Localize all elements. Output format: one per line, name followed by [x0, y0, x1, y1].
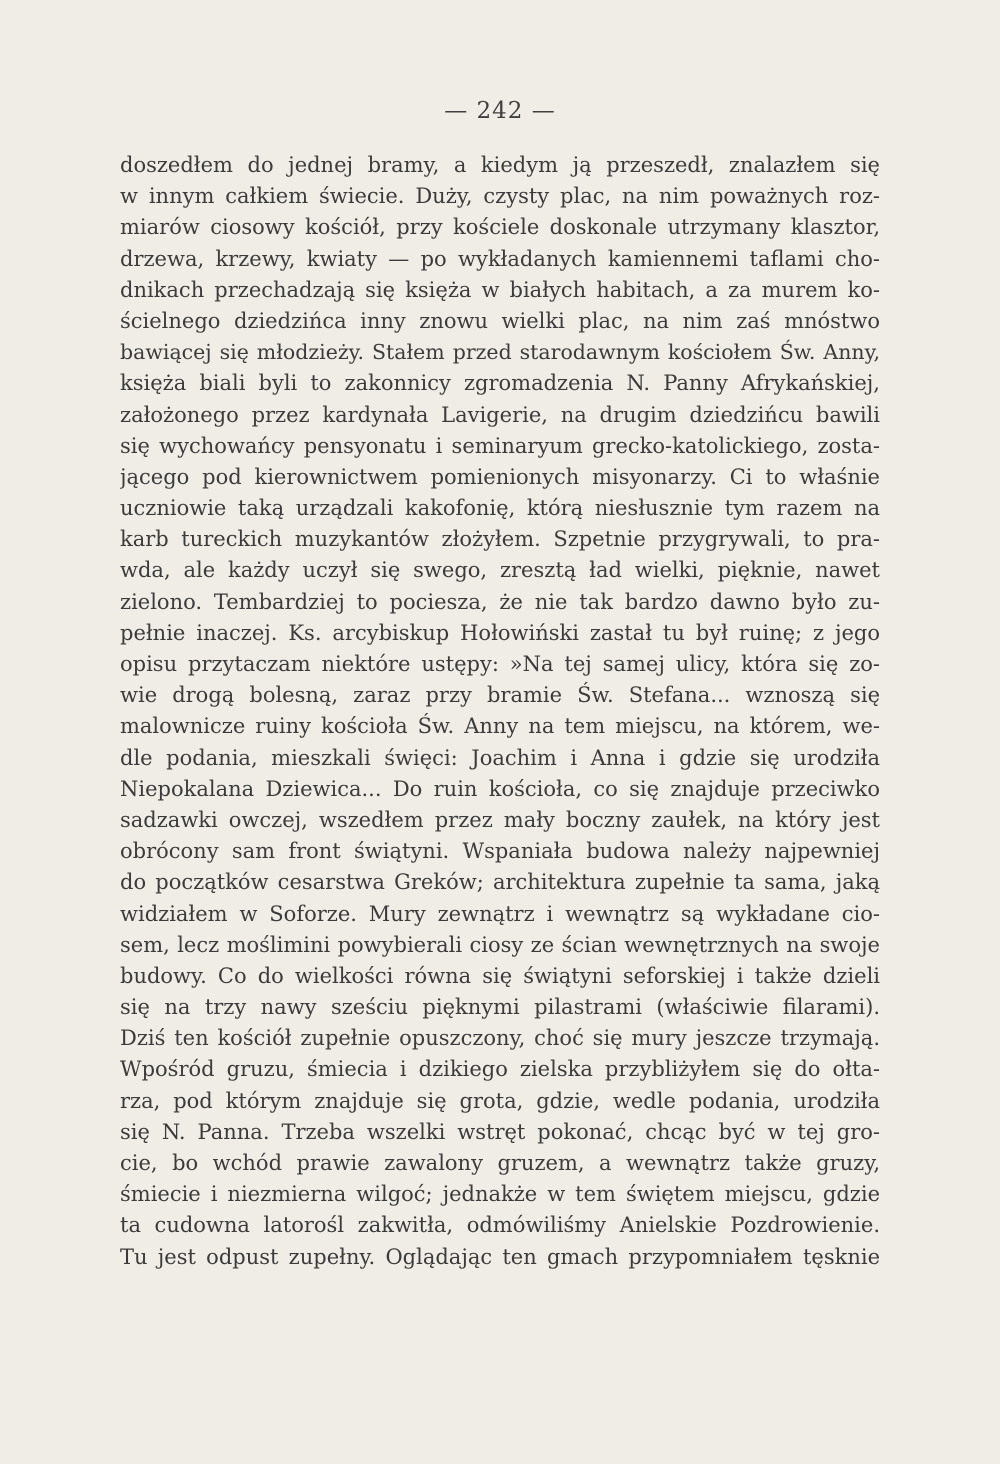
text-line: ta cudowna latorośl zakwitła, odmówiliśmy Anielskie Pozdrowienie. — [120, 1213, 880, 1238]
page-number: — 242 — — [444, 98, 556, 124]
text-line: dnikach przechadzają się księża w białych habitach, a za murem ko- — [120, 277, 880, 302]
text-line: Dziś ten kościół zupełnie opuszczony, choć się mury jeszcze trzymają. — [120, 1026, 880, 1051]
text-line: księża biali byli to zakonnicy zgromadzenia N. Panny Afrykańskiej, — [120, 371, 880, 396]
text-line: opisu przytaczam niektóre ustępy: »Na tej samej ulicy, która się zo- — [120, 652, 880, 676]
text-line: się wychowańcy pensyonatu i seminaryum grecko-katolickiego, zosta- — [120, 433, 880, 458]
text-line: do początków cesarstwa Greków; architektura zupełnie ta sama, jaką — [120, 870, 880, 895]
text-line: pełnie inaczej. Ks. arcybiskup Hołowiński zastał tu był ruinę; z jego — [120, 620, 880, 645]
text-line: wda, ale każdy uczył się swego, zresztą ład wielki, pięknie, nawet — [120, 558, 880, 583]
text-line: zielono. Tembardziej to pociesza, że nie tak bardzo dawno było zu- — [120, 589, 880, 614]
text-line: się na trzy nawy sześciu pięknymi pilastrami (właściwie filarami). — [120, 995, 880, 1020]
text-line: jącego pod kierownictwem pomienionych misyonarzy. Ci to właśnie — [120, 464, 880, 489]
text-line: Wpośród gruzu, śmiecia i dzikiego zielska przybliżyłem się do ołta- — [120, 1057, 880, 1082]
text-line: wie drogą bolesną, zaraz przy bramie Św. Stefana... wznoszą się — [120, 683, 880, 708]
text-line: widziałem w Soforze. Mury zewnątrz i wewnątrz są wykładane cio- — [120, 901, 880, 926]
text-line: budowy. Co do wielkości równa się świątyni seforskiej i także dzieli — [120, 963, 880, 988]
text-line: karb tureckich muzykantów złożyłem. Szpetnie przygrywali, to pra- — [120, 527, 880, 552]
text-line: Niepokalana Dziewica... Do ruin kościoła, co się znajduje przeciwko — [120, 776, 880, 801]
text-line: uczniowie taką urządzali kakofonię, którą niesłusznie tym razem na — [120, 496, 880, 521]
text-line: malownicze ruiny kościoła Św. Anny na tem miejscu, na którem, we- — [120, 714, 880, 739]
text-line: sadzawki owczej, wszedłem przez mały boczny zaułek, na który jest — [120, 807, 880, 832]
text-line: ścielnego dziedzińca inny znowu wielki plac, na nim zaś mnóstwo — [120, 308, 880, 333]
text-line: rza, pod którym znajduje się grota, gdzie, wedle podania, urodziła — [120, 1088, 880, 1113]
text-line: cie, bo wchód prawie zawalony gruzem, a wewnątrz także gruzy, — [120, 1151, 880, 1175]
text-line: miarów ciosowy kościół, przy kościele doskonale utrzymany klasztor, — [120, 215, 880, 240]
text-line: bawiącej się młodzieży. Stałem przed starodawnym kościołem Św. Anny, — [120, 340, 880, 365]
text-line: drzewa, krzewy, kwiaty — po wykładanych kamiennemi taflami cho- — [120, 246, 880, 271]
text-line: dle podania, mieszkali święci: Joachim i Anna i gdzie się urodziła — [120, 745, 880, 770]
text-line: założonego przez kardynała Lavigerie, na drugim dziedzińcu bawili — [120, 402, 880, 427]
text-line: w innym całkiem świecie. Duży, czysty plac, na nim poważnych roz- — [120, 184, 880, 209]
text-line: się N. Panna. Trzeba wszelki wstręt pokonać, chcąc być w tej gro- — [120, 1119, 880, 1144]
body-text — [120, 150, 880, 1273]
text-line: doszedłem do jednej bramy, a kiedym ją przeszedł, znalazłem się — [120, 153, 880, 177]
text-line: Tu jest odpust zupełny. Oglądając ten gmach przypomniałem tęsknie — [120, 1244, 880, 1269]
text-line: śmiecie i niezmierna wilgoć; jednakże w tem świętem miejscu, gdzie — [120, 1182, 880, 1207]
text-line: obrócony sam front świątyni. Wspaniała budowa należy najpewniej — [120, 839, 880, 864]
text-line: sem, lecz moślimini powybierali ciosy ze ścian wewnętrznych na swoje — [120, 932, 880, 957]
